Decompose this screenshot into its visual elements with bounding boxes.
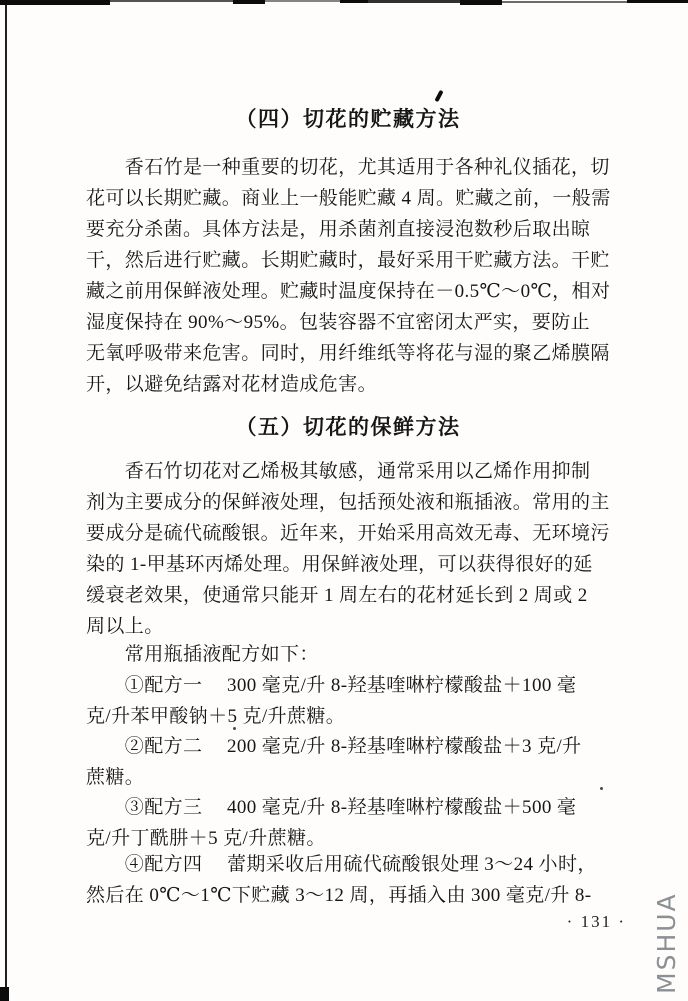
text-line: ③配方三 400 毫克/升 8-羟基喹啉柠檬酸盐＋500 毫 bbox=[86, 797, 577, 818]
text-line: 缓衰老效果，使通常只能开 1 周左右的花材延长到 2 周或 2 bbox=[86, 585, 588, 606]
text-line: 香石竹是一种重要的切花，尤其适用于各种礼仪插花，切 bbox=[86, 157, 610, 178]
text-line: ②配方二 200 毫克/升 8-羟基喹啉柠檬酸盐＋3 克/升 bbox=[86, 736, 582, 757]
section-heading-storage: （四）切花的贮藏方法 bbox=[235, 107, 461, 131]
paragraph-formula-lead-in bbox=[86, 639, 610, 670]
text-line: ①配方一 300 毫克/升 8-羟基喹啉柠檬酸盐＋100 毫 bbox=[86, 675, 577, 696]
text-line: 无氧呼吸带来危害。同时，用纤维纸等将花与湿的聚乙烯膜隔 bbox=[86, 343, 610, 364]
text-line: 剂为主要成分的保鲜液处理，包括预处液和瓶插液。常用的主 bbox=[86, 492, 610, 513]
page-number: · 131 · bbox=[566, 912, 626, 931]
text-line: 然后在 0℃～1℃下贮藏 3～12 周，再插入由 300 毫克/升 8- bbox=[86, 885, 592, 906]
text-line: 克/升苯甲酸钠＋5 克/升蔗糖。 bbox=[86, 706, 346, 727]
scan-blot-bottom-left bbox=[0, 987, 9, 1001]
watermark: MSHUA bbox=[652, 892, 681, 994]
paragraph-formula-1 bbox=[86, 670, 610, 732]
scan-edge-top bbox=[265, 0, 340, 2]
section-heading-preservation: （五）切花的保鲜方法 bbox=[235, 415, 461, 439]
scan-edge-top bbox=[0, 0, 110, 5]
text-line: 克/升丁酰肼＋5 克/升蔗糖。 bbox=[86, 828, 326, 849]
paragraph-formula-2 bbox=[86, 731, 610, 793]
paragraph-formula-4 bbox=[86, 849, 610, 911]
text-line: 干，然后进行贮藏。长期贮藏时，最好采用干贮藏方法。干贮 bbox=[86, 250, 610, 271]
text-line: 要成分是硫代硫酸银。近年来，开始采用高效无毒、无环境污 bbox=[86, 523, 610, 544]
text-line: 染的 1-甲基环丙烯处理。用保鲜液处理，可以获得很好的延 bbox=[86, 554, 593, 575]
paragraph-storage-method bbox=[86, 152, 610, 400]
scan-edge-top bbox=[368, 0, 460, 3]
ink-speck bbox=[434, 90, 443, 102]
text-line: 蔗糖。 bbox=[86, 767, 145, 788]
text-line: 开，以避免结露对花材造成危害。 bbox=[86, 374, 378, 395]
paragraph-preservation-intro bbox=[86, 456, 610, 642]
scan-edge-left-line bbox=[5, 0, 7, 1001]
scan-edge-top bbox=[460, 0, 502, 5]
text-line: 常用瓶插液配方如下： bbox=[86, 644, 319, 665]
text-line: 藏之前用保鲜液处理。贮藏时温度保持在－0.5℃～0℃，相对 bbox=[86, 281, 611, 302]
text-line: 香石竹切花对乙烯极其敏感，通常采用以乙烯作用抑制 bbox=[86, 461, 591, 482]
text-line: 花可以长期贮藏。商业上一般能贮藏 4 周。贮藏之前，一般需 bbox=[86, 188, 611, 209]
text-line: 湿度保持在 90%～95%。包装容器不宜密闭太严实，要防止 bbox=[86, 312, 591, 333]
scan-edge-top bbox=[627, 0, 688, 3]
scan-edge-top bbox=[340, 0, 368, 3]
paragraph-formula-3 bbox=[86, 792, 610, 854]
text-line: 周以上。 bbox=[86, 616, 164, 637]
text-line: 要充分杀菌。具体方法是，用杀菌剂直接浸泡数秒后取出晾 bbox=[86, 219, 591, 240]
scan-edge-top bbox=[110, 0, 235, 2]
scan-edge-top bbox=[233, 0, 265, 4]
text-line: ④配方四 蕾期采收后用硫代硫酸银处理 3～24 小时， bbox=[86, 854, 597, 875]
